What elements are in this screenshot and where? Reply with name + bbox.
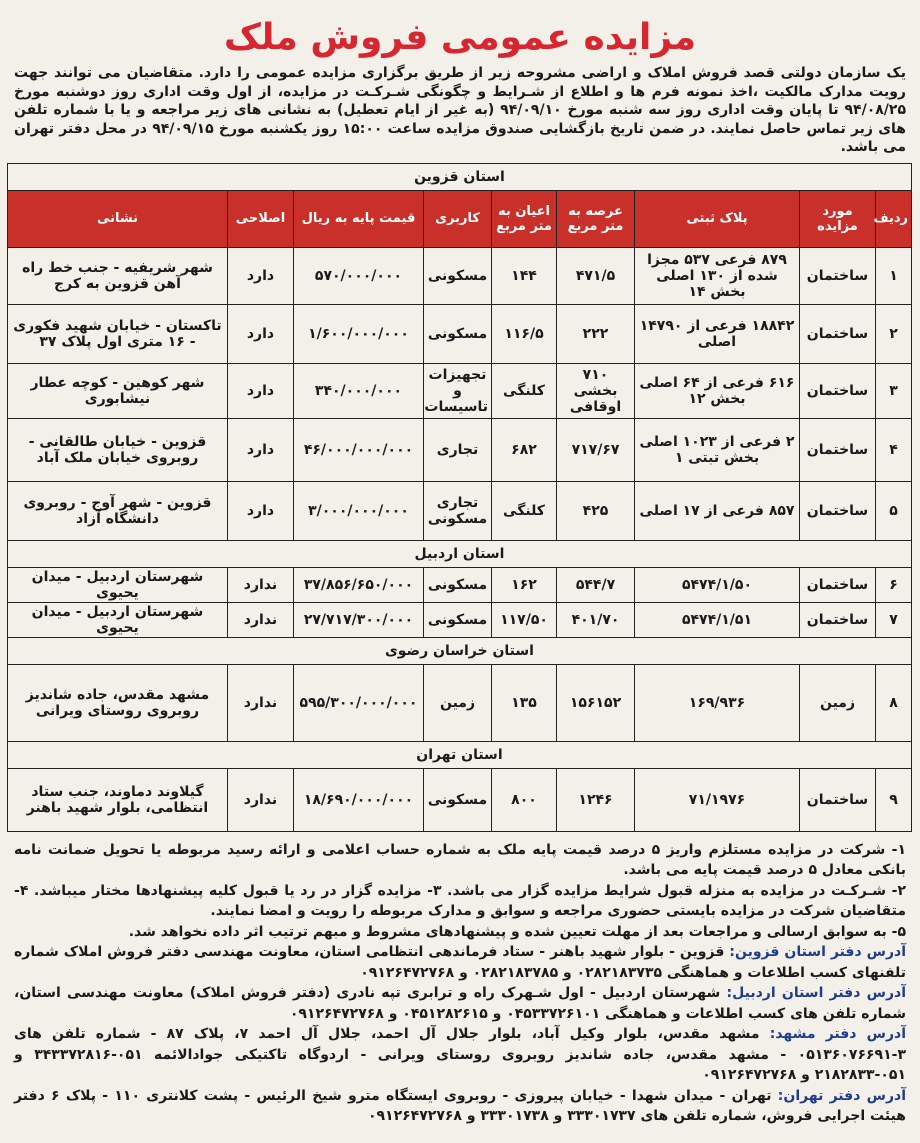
cell-item: زمین (800, 664, 876, 741)
cell-fix: دارد (228, 304, 294, 363)
cell-price: ۳۴۰/۰۰۰/۰۰۰ (294, 363, 424, 418)
cell-no: ۷ (876, 602, 912, 637)
cell-area: ۷۱۷/۶۷ (557, 418, 635, 481)
cell-plaque: ۵۴۷۴/۱/۵۰ (635, 567, 800, 602)
cell-price: ۲۷/۷۱۷/۳۰۰/۰۰۰ (294, 602, 424, 637)
header-price: قیمت پایه به ریال (294, 190, 424, 247)
address-mashhad (14, 1024, 906, 1086)
cell-use: مسکونی (424, 567, 492, 602)
province-khorasan: استان خراسان رضوی (7, 637, 911, 664)
cell-no: ۴ (876, 418, 912, 481)
header-plaque: پلاک ثبتی (635, 190, 800, 247)
address-ardabil-text: شهرستان اردبیل - اول شـهرک راه و ترابری تپه نادری (دفتر فروش املاک) معاونت مهندسی استان، شماره تلفن های کسب اطلاعات و هماهنگی ۰۴۵۳۳۷۲۶۱۰۱ و ۰۴۵۱۲۸۲۶۱۵ و ۰۹۱۲۶۴۷۲۷۶۸ (14, 985, 906, 1022)
cell-fix: ندارد (228, 768, 294, 831)
table-body (7, 163, 911, 831)
cell-building: کلنگی (492, 363, 557, 418)
note-2: ۲- شـرکـت در مزایده به منزله قبول شرایط مزایده گزار می باشد. ۳- مزایده گزار در رد یا قبول کلیه پیشنهادها مختار میباشد. ۴- متقاضیان شرکت در مزایده بایستی حضوری مراجعه و سوابق و مدارک مربوطه را رویت و امضا نمایند. (14, 882, 906, 919)
table-row (7, 768, 911, 831)
cell-address: گیلاوند دماوند، جنب ستاد انتظامی، بلوار شهید باهنر (7, 768, 227, 831)
province-qazvin: استان قزوین (7, 163, 911, 190)
cell-address: قزوین - خیابان طالقانی - روبروی خیابان ملک آباد (7, 418, 227, 481)
cell-fix: دارد (228, 418, 294, 481)
cell-building: ۱۳۵ (492, 664, 557, 741)
cell-price: ۴۶/۰۰۰/۰۰۰/۰۰۰ (294, 418, 424, 481)
cell-use: مسکونی (424, 768, 492, 831)
address-tehran-label: آدرس دفتر تهران: (777, 1087, 906, 1104)
table-row (7, 418, 911, 481)
cell-use: مسکونی (424, 247, 492, 304)
note-3: ۵- به سوابق ارسالی و مراجعات بعد از مهلت تعیین شده و پیشنهادهای مشروط و مبهم ترتیب اثر داده نخواهد شد. (128, 923, 906, 940)
cell-plaque: ۲ فرعی از ۱۰۲۳ اصلی بخش تبتی ۱ (635, 418, 800, 481)
note-1: ۱- شرکت در مزایده مستلزم واریز ۵ درصد قیمت پایه ملک به شماره حساب اعلامی و ارائه رسید مربوطه یا تحویل ضمانت نامه بانکی معادل ۵ درصد قیمت پایه می باشد. (14, 841, 906, 878)
cell-building: کلنگی (492, 481, 557, 540)
cell-item: ساختمان (800, 418, 876, 481)
cell-address: تاکستان - خیابان شهید فکوری - ۱۶ متری اول پلاک ۳۷ (7, 304, 227, 363)
page-title: مزایده عمومی فروش ملک (223, 17, 697, 58)
cell-no: ۵ (876, 481, 912, 540)
cell-area: ۵۴۴/۷ (557, 567, 635, 602)
table-row (7, 567, 911, 602)
cell-area: ۷۱۰ بخشی اوقافی (557, 363, 635, 418)
intro-paragraph: یک سازمان دولتی قصد فروش املاک و اراضی مشروحه زیر از طریق برگزاری مزایده عمومی را دارد. متقاضیان می توانند جهت رویت مدارک مالکیت ،اخذ نمونه فرم ها و اطلاع از شـرایط و چگونگی شـرکـت در مزایده، از اول وقت اداری روز دوشنبه مورخ ۹۴/۰۸/۲۵ تا پایان وقت اداری روز سه شنبه مورخ ۹۴/۰۹/۱۰ (به غیر از ایام تعطیل) به نشانی های زیر مراجعه و یا با شماره تلفن های زیر تماس حاصل نمایند. در ضمن تاریخ بازگشایی صندوق مزایده ساعت ۱۵:۰۰ روز یکشنبه مورخ ۹۴/۰۹/۱۵ در محل دفتر تهران می باشد. (14, 65, 906, 155)
header-address: نشانی (7, 190, 227, 247)
cell-plaque: ۱۸۸۴۲ فرعی از ۱۴۷۹۰ اصلی (635, 304, 800, 363)
header-area: عرصه به متر مربع (557, 190, 635, 247)
section-row-qazvin (7, 163, 911, 190)
cell-plaque: ۵۴۷۴/۱/۵۱ (635, 602, 800, 637)
cell-no: ۱ (876, 247, 912, 304)
cell-item: ساختمان (800, 304, 876, 363)
notes-section (8, 840, 912, 1127)
province-tehran: استان تهران (7, 741, 911, 768)
cell-item: ساختمان (800, 768, 876, 831)
header-use: کاربری (424, 190, 492, 247)
cell-item: ساختمان (800, 363, 876, 418)
header-fix: اصلاحی (228, 190, 294, 247)
cell-no: ۳ (876, 363, 912, 418)
table-row (7, 363, 911, 418)
cell-use: تجاری مسکونی (424, 481, 492, 540)
cell-area: ۱۵۶۱۵۲ (557, 664, 635, 741)
cell-fix: ندارد (228, 602, 294, 637)
cell-item: ساختمان (800, 567, 876, 602)
address-mashhad-text: مشهد مقدس، بلوار وکیل آباد، بلوار جلال آل احمد، جلال آل احمد ۷، پلاک ۸۷ - شماره تلفن های ۳-۰۵۱۳۶۰۷۶۶۹۱ - مشهد مقدس، جاده شاندیز روبروی روستای ویرانی - اردوگاه تاکتیکی جوادالائمه ۰۵۱-۳۴۳۳۷۲۸۱۶ و ۰۵۱-۲۱۸۲۸۳۳ و ۰۹۱۲۶۴۷۲۷۶۸ (14, 1026, 907, 1083)
header-building: اعیان به متر مربع (492, 190, 557, 247)
cell-plaque: ۱۶۹/۹۳۶ (635, 664, 800, 741)
cell-fix: ندارد (228, 567, 294, 602)
section-row-ardabil (7, 540, 911, 567)
table-row (7, 247, 911, 304)
cell-price: ۳۷/۸۵۶/۶۵۰/۰۰۰ (294, 567, 424, 602)
cell-no: ۲ (876, 304, 912, 363)
section-row-tehran (7, 741, 911, 768)
cell-fix: ندارد (228, 664, 294, 741)
table-row (7, 664, 911, 741)
cell-address: شهرستان اردبیل - میدان یحیوی (7, 602, 227, 637)
cell-area: ۱۲۴۶ (557, 768, 635, 831)
cell-price: ۵۹۵/۳۰۰/۰۰۰/۰۰۰ (294, 664, 424, 741)
header-item: مورد مزایده (800, 190, 876, 247)
cell-area: ۴۷۱/۵ (557, 247, 635, 304)
cell-item: ساختمان (800, 481, 876, 540)
section-row-khorasan (7, 637, 911, 664)
cell-address: شهر شریفیه - جنب خط راه آهن قزوین به کرج (7, 247, 227, 304)
address-qazvin-text: قزوین - بلوار شهید باهنر - ستاد فرماندهی انتظامی استان، معاونت مهندسی دفتر فروش املاک شماره تلفنهای کسب اطلاعات و هماهنگی ۰۲۸۲۱۸۳۷۳۵ و ۰۲۸۲۱۸۳۷۸۵ و ۰۹۱۲۶۴۷۲۷۶۸ (14, 944, 906, 981)
cell-address: قزوین - شهر آوج - روبروی دانشگاه آزاد (7, 481, 227, 540)
cell-plaque: ۸۵۷ فرعی از ۱۷ اصلی (635, 481, 800, 540)
cell-area: ۲۲۲ (557, 304, 635, 363)
cell-price: ۳/۰۰۰/۰۰۰/۰۰۰ (294, 481, 424, 540)
cell-use: زمین (424, 664, 492, 741)
table-row (7, 481, 911, 540)
cell-building: ۶۸۲ (492, 418, 557, 481)
cell-item: ساختمان (800, 247, 876, 304)
cell-address: شهر کوهین - کوچه عطار نیشابوری (7, 363, 227, 418)
cell-area: ۴۰۱/۷۰ (557, 602, 635, 637)
cell-building: ۱۴۴ (492, 247, 557, 304)
cell-use: تجهیزات و تاسیسات (424, 363, 492, 418)
header-row-no: ردیف (876, 190, 912, 247)
cell-price: ۱۸/۶۹۰/۰۰۰/۰۰۰ (294, 768, 424, 831)
cell-price: ۵۷۰/۰۰۰/۰۰۰ (294, 247, 424, 304)
auction-table (7, 163, 912, 832)
cell-item: ساختمان (800, 602, 876, 637)
cell-no: ۹ (876, 768, 912, 831)
cell-price: ۱/۶۰۰/۰۰۰/۰۰۰ (294, 304, 424, 363)
address-ardabil (14, 983, 906, 1024)
cell-no: ۸ (876, 664, 912, 741)
cell-building: ۱۶۲ (492, 567, 557, 602)
address-tehran (14, 1086, 906, 1127)
address-mashhad-label: آدرس دفتر مشهد: (769, 1026, 907, 1042)
cell-fix: دارد (228, 481, 294, 540)
province-ardabil: استان اردبیل (7, 540, 911, 567)
address-tehran-text: تهران - میدان شهدا - خیابان پیروزی - روبروی ایستگاه مترو شیخ الرئیس - پشت کلانتری ۱۱۰ - پلاک ۶ دفتر هیئت اجرایی فروش، شماره تلفن های ۳۳۳۰۱۷۳۷ و ۳۳۳۰۱۷۳۸ و ۰۹۱۲۶۴۷۲۷۶۸ (14, 1087, 906, 1124)
cell-no: ۶ (876, 567, 912, 602)
header-row (7, 190, 911, 247)
cell-plaque: ۶۱۶ فرعی از ۶۴ اصلی بخش ۱۲ (635, 363, 800, 418)
cell-address: مشهد مقدس، جاده شاندیز روبروی روستای ویرانی (7, 664, 227, 741)
cell-plaque: ۸۷۹ فرعی ۵۳۷ مجزا شده از ۱۳۰ اصلی بخش ۱۴ (635, 247, 800, 304)
cell-fix: دارد (228, 363, 294, 418)
cell-building: ۸۰۰ (492, 768, 557, 831)
address-qazvin-label: آدرس دفتر استان قزوین: (729, 944, 907, 960)
cell-use: مسکونی (424, 602, 492, 637)
cell-plaque: ۷۱/۱۹۷۶ (635, 768, 800, 831)
cell-area: ۴۲۵ (557, 481, 635, 540)
table-row (7, 602, 911, 637)
cell-building: ۱۱۶/۵ (492, 304, 557, 363)
cell-use: مسکونی (424, 304, 492, 363)
address-ardabil-label: آدرس دفتر استان اردبیل: (726, 985, 906, 1001)
cell-address: شهرستان اردبیل - میدان یحیوی (7, 567, 227, 602)
cell-building: ۱۱۷/۵۰ (492, 602, 557, 637)
table-row (7, 304, 911, 363)
address-qazvin (14, 942, 906, 983)
cell-fix: دارد (228, 247, 294, 304)
cell-use: تجاری (424, 418, 492, 481)
